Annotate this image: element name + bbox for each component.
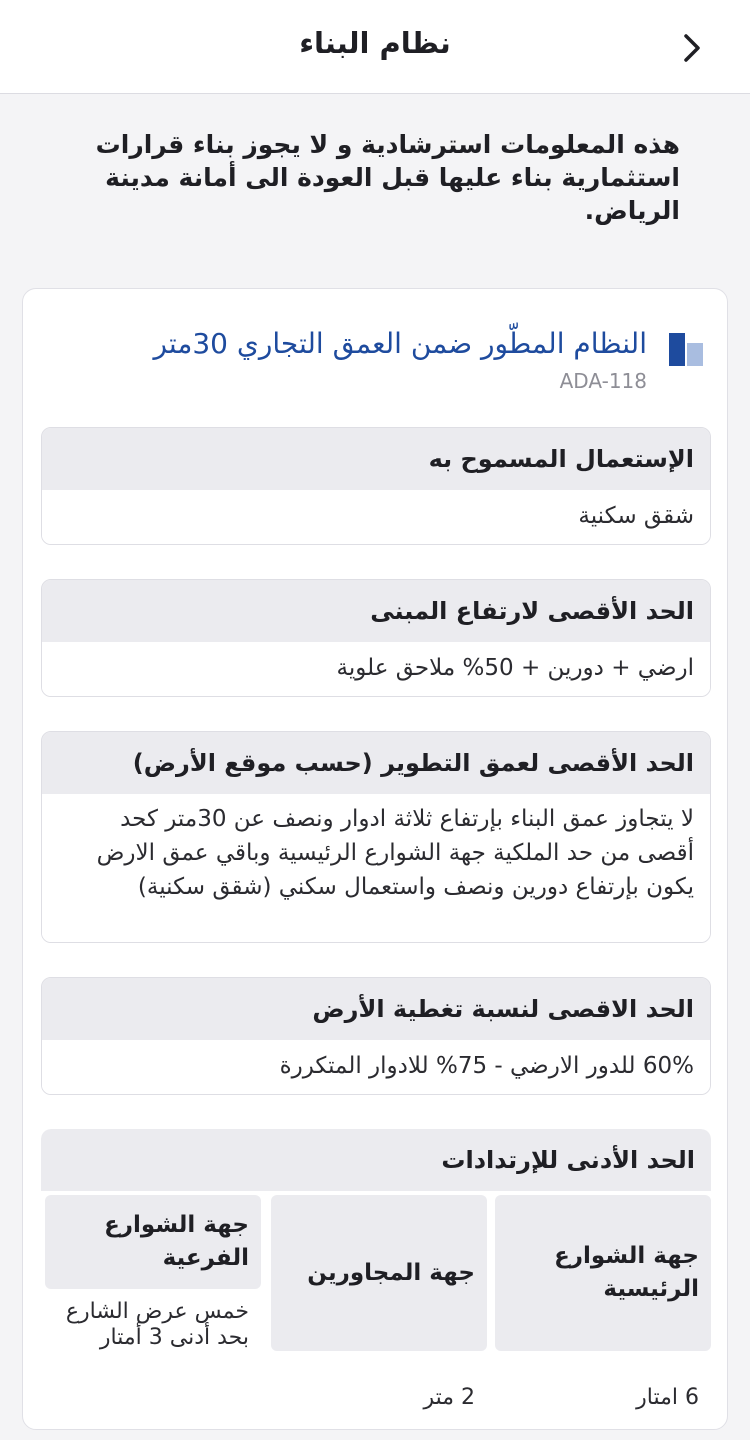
section-label: الحد الأقصى لارتفاع المبنى — [42, 580, 710, 642]
section-value: ارضي + دورين + 50% ملاحق علوية — [42, 642, 710, 697]
chevron-right-icon — [679, 33, 705, 63]
setbacks-table — [45, 1195, 705, 1419]
section-value: شقق سكنية — [42, 490, 710, 545]
building-icon — [667, 331, 705, 367]
card-header — [45, 327, 705, 407]
top-bar — [0, 0, 750, 94]
section-label: الحد الأقصى لعمق التطوير (حسب موقع الأرض) — [42, 732, 710, 794]
card-title: النظام المطّور ضمن العمق التجاري 30متر — [153, 327, 647, 360]
disclaimer-text: هذه المعلومات استرشادية و لا يجوز بناء قرارات استثمارية بناء عليها قبل العودة الى أمانة مدينة الرياض. — [95, 130, 680, 225]
section-max-coverage — [41, 977, 711, 1095]
back-button[interactable] — [672, 28, 712, 68]
setback-label: جهة الشوارع الفرعية — [45, 1195, 261, 1289]
setback-side-streets — [45, 1195, 261, 1419]
section-max-depth — [41, 731, 711, 943]
section-label: الحد الاقصى لنسبة تغطية الأرض — [42, 978, 710, 1040]
setback-value: 2 متر — [423, 1385, 475, 1410]
section-label: الحد الأدنى للإرتدادات — [41, 1129, 711, 1191]
section-value: 60% للدور الارضي - 75% للادوار المتكررة — [42, 1040, 710, 1095]
section-label: الإستعمال المسموح به — [42, 428, 710, 490]
card-code: ADA-118 — [559, 369, 647, 393]
section-min-setbacks — [41, 1129, 711, 1419]
setback-value: خمس عرض الشارع بحد أدنى 3 أمتار — [65, 1299, 249, 1350]
section-allowed-use — [41, 427, 711, 545]
setback-label: جهة المجاورين — [271, 1195, 487, 1351]
building-system-card — [22, 288, 728, 1430]
setback-value: 6 امتار — [636, 1385, 699, 1410]
section-max-height — [41, 579, 711, 697]
setback-main-streets — [495, 1195, 711, 1419]
page-title: نظام البناء — [299, 26, 451, 60]
setback-label: جهة الشوارع الرئيسية — [495, 1195, 711, 1351]
setback-neighbors — [271, 1195, 487, 1419]
section-value: لا يتجاوز عمق البناء بإرتفاع ثلاثة ادوار ونصف عن 30متر كحد أقصى من حد الملكية جهة الشوارع الرئيسية وباقي عمق الارض يكون بإرتفاع دورين ونصف واستعمال سكني (شقق سكنية) — [42, 794, 710, 943]
